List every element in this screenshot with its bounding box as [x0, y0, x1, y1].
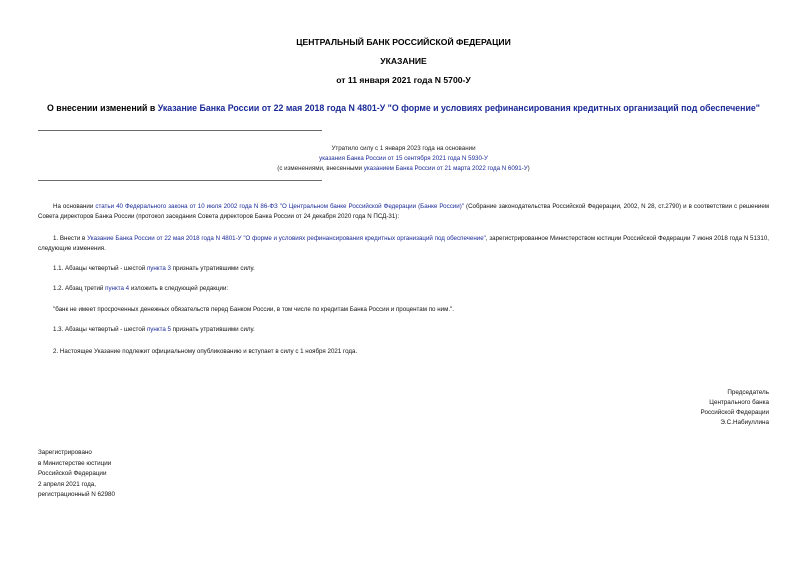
point-5-link[interactable]: пункта 5	[146, 326, 171, 333]
repeal-notice-line2	[38, 155, 769, 162]
preamble-prefix: На основании	[53, 203, 96, 210]
registration-date: 2 апреля 2021 года,	[38, 480, 96, 488]
registration-block	[38, 448, 115, 501]
federal-law-link[interactable]: статьи 40 Федерального закона от 10 июля 2002 года N 86-ФЗ "О Центральном банке Российской Федерации (Банке России)"	[95, 203, 464, 210]
repeal-basis-link[interactable]: указания Банка России от 15 сентября 2021 года N 5930-У	[319, 155, 488, 162]
point-4-link[interactable]: пункта 4	[105, 285, 130, 292]
p12-prefix: 1.2. Абзац третий	[53, 285, 106, 292]
registration-line-3: Российской Федерации	[38, 470, 107, 477]
repeal-amend-prefix: (с изменениями, внесенными	[277, 165, 364, 172]
p12-suffix: изложить в следующей редакции:	[129, 285, 229, 292]
p13-prefix: 1.3. Абзацы четвертый - шестой	[53, 326, 147, 333]
preamble-suffix: (Собрание законодательства Российской Федерации, 2002, N 28, ст.2790) и в соответствии с решением Совета директоров Банка России (протокол заседания Совета директоров Банка России от 24 декабря 2020 года N ПСД-31):	[38, 203, 770, 220]
p1-amended-act-link[interactable]: Указание Банка России от 22 мая 2018 года N 4801-У "О форме и условиях рефинансирования кредитных организаций под обеспечение"	[87, 235, 486, 242]
registration-line-1: Зарегистрировано	[38, 449, 92, 456]
title-prefix: О внесении изменений в	[47, 103, 158, 113]
signature-name: Э.С.Набиуллина	[720, 419, 769, 426]
signature-organization-country: Российской Федерации	[700, 409, 769, 416]
document-type-heading: УКАЗАНИЕ	[380, 56, 427, 66]
registration-line-2: в Министерстве юстиции	[38, 459, 112, 467]
signature-organization: Центрального банка	[709, 399, 769, 406]
repeal-amendment-link[interactable]: указанием Банка России от 21 марта 2022 года N 6091-У	[363, 165, 528, 172]
issuer-heading: ЦЕНТРАЛЬНЫЙ БАНК РОССИЙСКОЙ ФЕДЕРАЦИИ	[296, 37, 511, 47]
preamble-paragraph	[38, 202, 769, 222]
paragraph-2: 2. Настоящее Указание подлежит официальному опубликованию и вступает в силу с 1 ноября 2021 года.	[53, 348, 358, 355]
signature-block	[701, 388, 769, 428]
registration-number: регистрационный N 62980	[38, 491, 116, 498]
paragraph-1-2	[53, 285, 228, 292]
document-date-heading: от 11 января 2021 года N 5700-У	[336, 75, 471, 85]
signature-position: Председатель	[727, 389, 769, 396]
paragraph-1	[38, 234, 769, 254]
divider-top	[38, 130, 322, 131]
quoted-text: "банк не имеет просроченных денежных обязательств перед Банком России, в том числе по кредитам Банка России и процентам по ним.".	[53, 306, 454, 313]
p11-suffix: признать утратившими силу.	[170, 265, 255, 272]
p1-prefix: 1. Внести в	[53, 235, 88, 242]
title-amended-act-link[interactable]: Указание Банка России от 22 мая 2018 года N 4801-У "О форме и условиях рефинансирования кредитных организаций под обеспечение"	[157, 103, 760, 113]
paragraph-1-3	[53, 326, 255, 333]
repeal-notice-line1: Утратило силу с 1 января 2023 года на основании	[331, 145, 476, 152]
p11-prefix: 1.1. Абзацы четвертый - шестой	[53, 265, 147, 272]
divider-bottom	[38, 180, 322, 181]
point-3-link[interactable]: пункта 3	[146, 265, 171, 272]
p1-suffix: , зарегистрированное Министерством юстиции Российской Федерации 7 июня 2018 года N 51310, следующие изменения.	[38, 235, 769, 252]
p13-suffix: признать утратившими силу.	[170, 326, 255, 333]
repeal-amend-suffix: )	[527, 165, 530, 172]
repeal-notice-line3	[38, 165, 769, 172]
paragraph-1-1	[53, 265, 255, 272]
document-title	[38, 103, 769, 113]
